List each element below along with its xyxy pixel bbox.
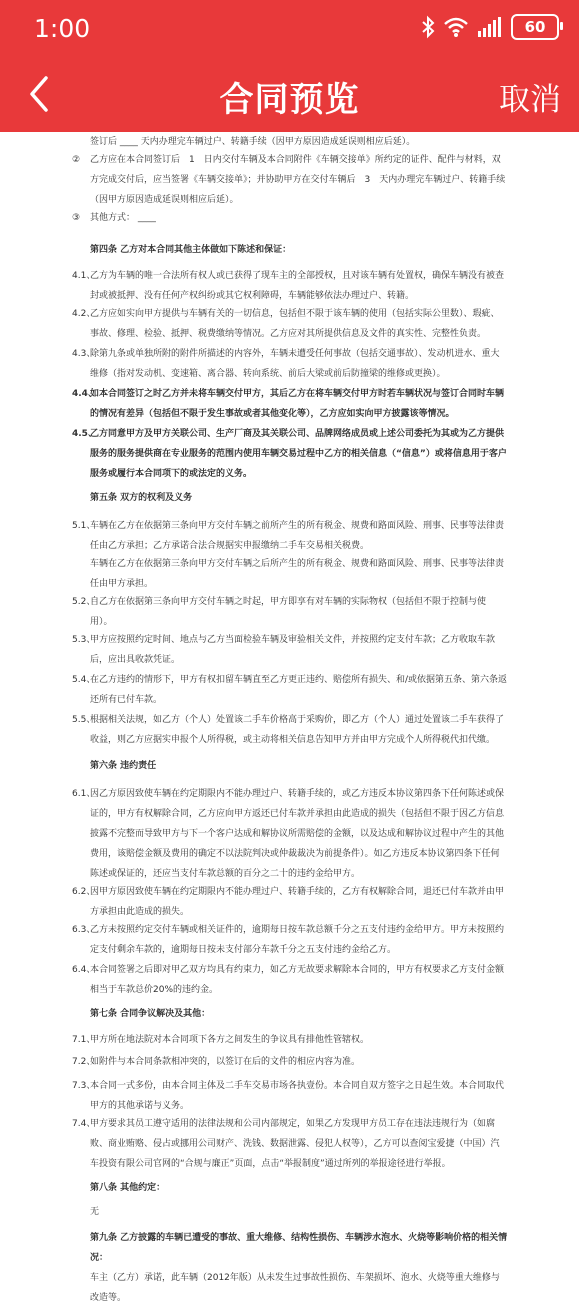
clause-text: 本合同一式多份，由本合同主体及二手车交易市场各执壹份。本合同自双方签字之日起生效。本合同取代甲方的其他承诺与义务。 bbox=[90, 1081, 505, 1111]
clause-number: ③ bbox=[72, 213, 81, 223]
clause-number: 5.1、 bbox=[72, 521, 96, 531]
clause-text: 车辆在乙方在依据第三条向甲方交付车辆之后所产生的所有税金、规费和路面风险、刑事、民事等法律责任由甲方承担。 bbox=[90, 559, 505, 589]
clause-text: 甲方应按照约定时间、地点与乙方当面检验车辆及审验相关文件，并按照约定支付车款；乙方收取车款后，应出具收款凭证。 bbox=[90, 635, 496, 665]
clause-text: 如附件与本合同条款相冲突的，以签订在后的文件的相应内容为准。 bbox=[90, 1057, 361, 1067]
status-time: 1:00 bbox=[34, 14, 91, 43]
clause-text: 其他方式： ____ bbox=[90, 213, 156, 223]
contract-document[interactable] bbox=[0, 132, 579, 1303]
clause-text: 除第九条或单独所附的附件所描述的内容外，车辆未遭受任何事故（包括交通事故）、发动机进水、重大维修（指对发动机、变速箱、离合器、转向系统、前后大梁或前后防撞梁的维修或更换）。 bbox=[90, 349, 500, 379]
clause-number: 6.2、 bbox=[72, 887, 96, 897]
clause-line: 签订后 ____ 天内办理完车辆过户、转籍手续（因甲方原因造成延误则相应后延）。 bbox=[90, 137, 416, 147]
clause-text: 乙方同意甲方及甲方关联公司、生产厂商及其关联公司、品牌网络成员或上述公司委托为其或为乙方提供服务的服务提供商在专业服务的范围内使用车辆交易过程中乙方的相关信息（“信息”）或将信息用于客户服务或履行本合同项下的或法定的义务。 bbox=[90, 429, 507, 479]
clause-number: 7.2、 bbox=[72, 1057, 96, 1067]
clause-number: 4.4、 bbox=[72, 389, 97, 399]
section-heading: 第四条 乙方对本合同其他主体做如下陈述和保证： bbox=[90, 245, 292, 255]
clause-number: 4.3、 bbox=[72, 349, 96, 359]
cancel-button[interactable]: 取消 bbox=[499, 82, 561, 118]
clause-number: 6.3、 bbox=[72, 925, 96, 935]
clause-text: 甲方所在地法院对本合同项下各方之间发生的争议具有排他性管辖权。 bbox=[90, 1035, 370, 1045]
bluetooth-icon bbox=[421, 15, 435, 39]
status-bar bbox=[0, 0, 579, 56]
clause-text: 自乙方在依据第三条向甲方交付车辆之时起，甲方即享有对车辆的实际物权（包括但不限于控制与使用）。 bbox=[90, 597, 487, 627]
clause-text: 乙方应如实向甲方提供与车辆有关的一切信息，包括但不限于该车辆的使用（包括实际公里数）、瑕疵、事故、修理、检验、抵押、税费缴纳等情况。乙方应对其所提供信息及文件的真实性、完整性负责。 bbox=[90, 309, 500, 339]
section-heading: 第八条 其他约定： bbox=[90, 1183, 166, 1193]
clause-number: 4.1、 bbox=[72, 271, 96, 281]
clause-number: 4.5、 bbox=[72, 429, 97, 439]
signal-icon bbox=[477, 16, 503, 38]
clause-text: 因甲方原因致使车辆在约定期限内不能办理过户、转籍手续的，乙方有权解除合同，退还已付车款并由甲方承担由此造成的损失。 bbox=[90, 887, 505, 917]
battery-level: 60 bbox=[524, 18, 546, 36]
clause-text: 无 bbox=[90, 1207, 100, 1217]
battery-icon bbox=[511, 14, 559, 40]
clause-text: 乙方应在本合同签订后 1 日内交付车辆及本合同附件《车辆交接单》所约定的证件、配件与材料，双方完成交付后，应当签署《车辆交接单》；并协助甲方在交付车辆后 3 天内办理完车辆过户、转籍手续（因甲方原因造成延误则相应后延）。 bbox=[90, 155, 506, 205]
clause-number: ② bbox=[72, 155, 81, 165]
clause-number: 7.3、 bbox=[72, 1081, 96, 1091]
clause-number: 4.2、 bbox=[72, 309, 96, 319]
clause-text: 车辆在乙方在依据第三条向甲方交付车辆之前所产生的所有税金、规费和路面风险、刑事、民事等法律责任由乙方承担；乙方承诺合法合规据实申报缴纳二手车交易相关税费。 bbox=[90, 521, 505, 551]
clause-number: 6.4、 bbox=[72, 965, 96, 975]
section-heading: 第七条 合同争议解决及其他： bbox=[90, 1009, 211, 1019]
top-bar bbox=[0, 0, 579, 132]
clause-number: 6.1、 bbox=[72, 789, 96, 799]
wifi-icon bbox=[443, 16, 469, 38]
clause-number: 7.4、 bbox=[72, 1119, 96, 1129]
clause-text: 如本合同签订之时乙方并未将车辆交付甲方，其后乙方在将车辆交付甲方时若车辆状况与签订合同时车辆的情况有差异（包括但不限于发生事故或者其他变化等），乙方应如实向甲方披露该等情况。 bbox=[90, 389, 505, 419]
clause-text: 根据相关法规，如乙方（个人）处置该二手车价格高于采购价，即乙方（个人）通过处置该二手车获得了收益，则乙方应据实申报个人所得税，或主动将相关信息告知甲方并由甲方完成个人所得税代扣代缴。 bbox=[90, 715, 505, 745]
page-title: 合同预览 bbox=[219, 80, 360, 120]
clause-text: 本合同签署之后即对甲乙双方均具有约束力，如乙方无故要求解除本合同的，甲方有权要求乙方支付金额相当于车款总价20%的违约金。 bbox=[90, 965, 505, 995]
clause-number: 5.4、 bbox=[72, 675, 96, 685]
nav-bar bbox=[0, 56, 579, 132]
clause-text: 因乙方原因致使车辆在约定期限内不能办理过户、转籍手续的，或乙方违反本协议第四条下任何陈述或保证的，甲方有权解除合同，乙方应向甲方返还已付车款并承担由此造成的损失（包括但不限于因乙方信息披露不完整而导致甲方与下一个客户达成和解协议所需赔偿的金额，以及达成和解协议过程中产生的其他费用，该赔偿金额及费用的确定不以法院判决或仲裁裁决为前提条件）。如乙方违反本协议第四条下任何陈述或保证的，还应当支付车款总额的百分之二十的违约金给甲方。 bbox=[90, 789, 505, 879]
section-heading: 第六条 违约责任 bbox=[90, 761, 157, 771]
clause-number: 5.2、 bbox=[72, 597, 96, 607]
section-heading: 第五条 双方的权利及义务 bbox=[90, 493, 193, 503]
section-heading: 第九条 乙方披露的车辆已遭受的事故、重大维修、结构性损伤、车辆涉水泡水、火烧等影响价格的相关情况： bbox=[90, 1233, 508, 1263]
clause-number: 5.3、 bbox=[72, 635, 96, 645]
clause-text: 乙方未按照约定交付车辆或相关证件的，逾期每日按车款总额千分之五支付违约金给甲方。甲方未按照约定支付剩余车款的，逾期每日按未支付部分车款千分之五支付违约金给乙方。 bbox=[90, 925, 505, 955]
clause-text: 乙方为车辆的唯一合法所有权人或已获得了现车主的全部授权，且对该车辆有处置权，确保车辆没有被查封或被抵押、没有任何产权纠纷或其它权利障碍，车辆能够依法办理过户、转籍。 bbox=[90, 271, 505, 301]
clause-number: 7.1、 bbox=[72, 1035, 96, 1045]
clause-text: 在乙方违约的情形下，甲方有权扣留车辆直至乙方更正违约、赔偿所有损失、和/或依据第五条、第六条返还所有已付车款。 bbox=[90, 675, 508, 705]
status-icons bbox=[421, 14, 559, 40]
clause-text: 车主（乙方）承诺，此车辆（2012年版）从未发生过事故性损伤、车架损坏、泡水、火烧等重大维修与改造等。 bbox=[90, 1273, 500, 1303]
clause-number: 5.5、 bbox=[72, 715, 96, 725]
clause-text: 甲方要求其员工遵守适用的法律法规和公司内部规定，如果乙方发现甲方员工存在违法违规行为（如腐败、商业贿赂、侵占或挪用公司财产、洗钱、数据泄露、侵犯人权等），乙方可以查阅宝爱捷（中国）汽车投资有限公司官网的“合规与廉正”页面，点击“举报制度”通过所列的举报途径进行举报。 bbox=[90, 1119, 500, 1169]
